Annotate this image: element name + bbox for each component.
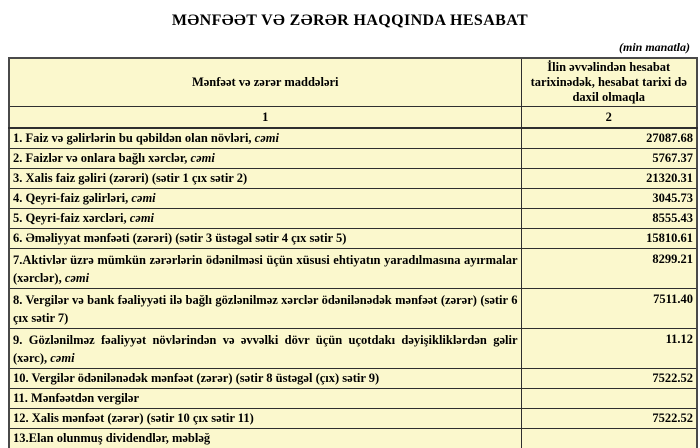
row-value: 7522.52 — [521, 409, 697, 429]
row-value: 5767.37 — [521, 149, 697, 169]
row-value: 15810.61 — [521, 229, 697, 249]
row-label: 9. Gözlənilməz fəaliyyət növlərindən və əvvəlki dövr üçün uçotdakı dəyişikliklərdən gəlir (xərc), cəmi — [9, 329, 521, 369]
table-row — [9, 189, 697, 209]
header-cell-items: Mənfəət və zərər maddələri — [9, 58, 521, 107]
table-row — [9, 329, 697, 369]
column-index-2: 2 — [521, 107, 697, 129]
table-row — [9, 149, 697, 169]
row-label: 5. Qeyri-faiz xərcləri, cəmi — [9, 209, 521, 229]
profit-loss-table — [8, 57, 698, 448]
column-index-row — [9, 107, 697, 129]
row-value-empty — [521, 389, 697, 409]
row-value: 8555.43 — [521, 209, 697, 229]
table-row — [9, 369, 697, 389]
table-row — [9, 209, 697, 229]
row-label: 3. Xalis faiz gəliri (zərəri) (sətir 1 çıx sətir 2) — [9, 169, 521, 189]
row-label: 8. Vergilər və bank fəaliyyəti ilə bağlı gözlənilməz xərclər ödənilənədək mənfəət (zərər) (sətir 6 çıx sətir 7) — [9, 289, 521, 329]
table-row — [9, 128, 697, 149]
row-label: 4. Qeyri-faiz gəlirləri, cəmi — [9, 189, 521, 209]
unit-note: (min manatla) — [618, 40, 690, 54]
table-row — [9, 289, 697, 329]
row-label: 12. Xalis mənfəət (zərər) (sətir 10 çıx sətir 11) — [9, 409, 521, 429]
row-label: 7.Aktivlər üzrə mümkün zərərlərin ödənilməsi üçün xüsusi ehtiyatın yaradılmasına ayırmalar (xərclər), cəmi — [9, 249, 521, 289]
row-value: 27087.68 — [521, 128, 697, 149]
row-value: 7511.40 — [521, 289, 697, 329]
row-label: 2. Faizlər və onlara bağlı xərclər, cəmi — [9, 149, 521, 169]
column-index-1: 1 — [9, 107, 521, 129]
row-value: 11.12 — [521, 329, 697, 369]
row-label: 6. Əməliyyat mənfəəti (zərəri) (sətir 3 üstəgəl sətir 4 çıx sətir 5) — [9, 229, 521, 249]
table-row — [9, 249, 697, 289]
row-value: 7522.52 — [521, 369, 697, 389]
table-row — [9, 429, 697, 448]
row-value: 8299.21 — [521, 249, 697, 289]
row-value: 21320.31 — [521, 169, 697, 189]
table-row — [9, 389, 697, 409]
header-cell-period: İlin əvvəlindən hesabat tarixinədək, hesabat tarixi də daxil olmaqla — [521, 58, 697, 107]
row-label: 13.Elan olunmuş dividendlər, məbləğ — [9, 429, 521, 448]
table-row — [9, 169, 697, 189]
table-row — [9, 229, 697, 249]
row-label: 11. Mənfəətdən vergilər — [9, 389, 521, 409]
table-row — [9, 409, 697, 429]
header-row — [9, 58, 697, 107]
row-value-empty — [521, 429, 697, 448]
row-value: 3045.73 — [521, 189, 697, 209]
row-label: 10. Vergilər ödənilənədək mənfəət (zərər) (sətir 8 üstəgəl (çıx) sətir 9) — [9, 369, 521, 389]
page-title: MƏNFƏƏT VƏ ZƏRƏR HAQQINDA HESABAT — [171, 12, 529, 29]
row-label: 1. Faiz və gəlirlərin bu qəbildən olan növləri, cəmi — [9, 128, 521, 149]
